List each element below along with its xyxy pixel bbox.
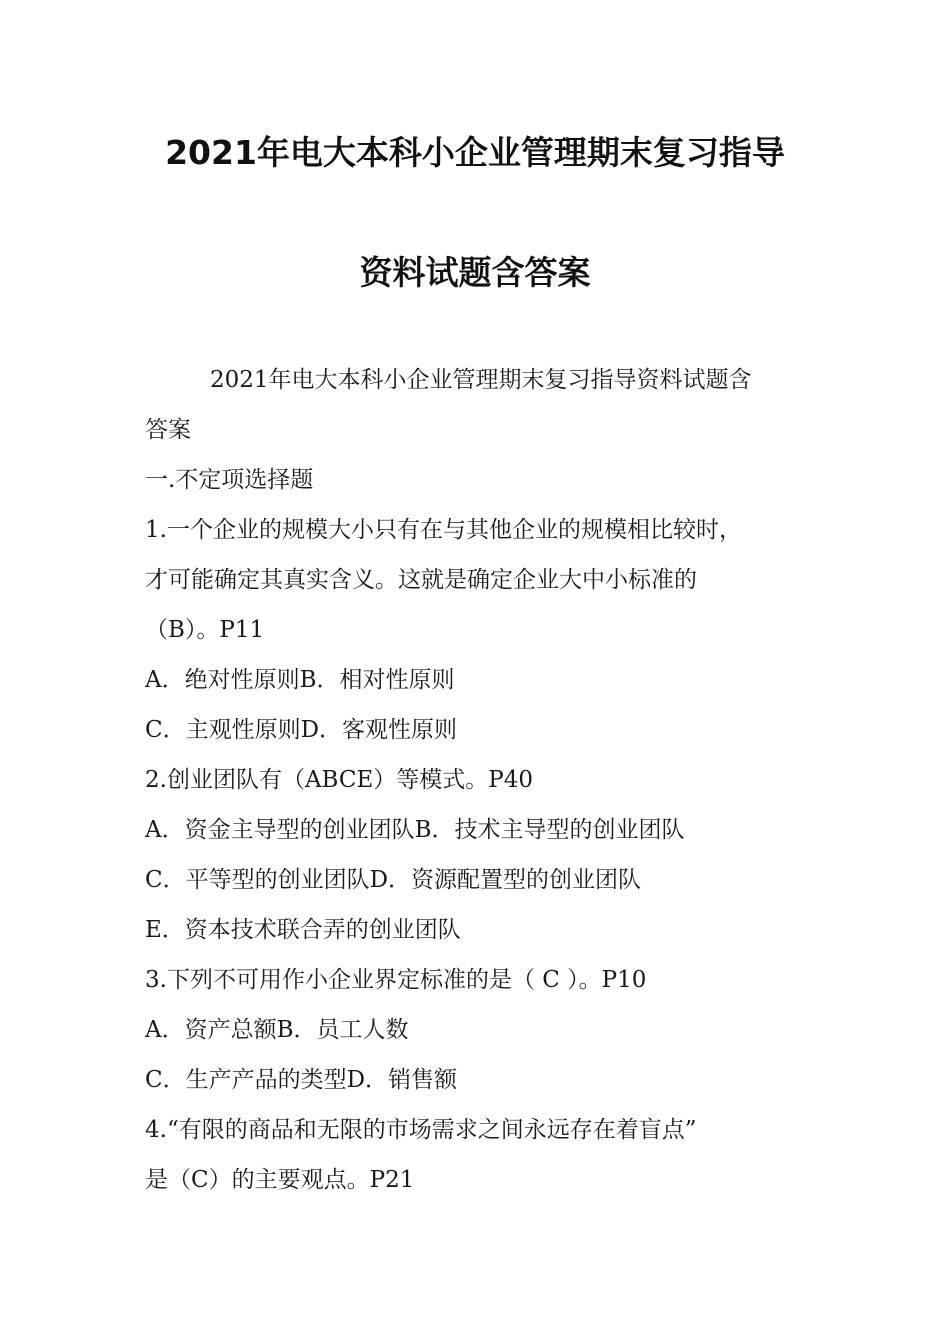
question-1-options-2: C．主观性原则D．客观性原则 — [145, 717, 458, 743]
question-2-line-1: 2.创业团队有（ABCE）等模式。P40 — [145, 767, 534, 793]
question-1-options-1: A．绝对性原则B．相对性原则 — [145, 667, 455, 693]
question-3-line-1: 3.下列不可用作小企业界定标准的是（ C ）。P10 — [145, 967, 647, 993]
document-title-line-1: 2021年电大本科小企业管理期末复习指导 — [165, 133, 785, 172]
question-2-options-3: E．资本技术联合弄的创业团队 — [145, 917, 461, 943]
question-2-options-2: C．平等型的创业团队D．资源配置型的创业团队 — [145, 867, 642, 893]
intro-line-1: 2021年电大本科小企业管理期末复习指导资料试题含 — [210, 367, 752, 393]
question-3-options-2: C．生产产品的类型D．销售额 — [145, 1067, 458, 1093]
question-1-line-3: （B）。P11 — [145, 617, 265, 643]
question-2-options-1: A．资金主导型的创业团队B．技术主导型的创业团队 — [145, 817, 685, 843]
question-1-line-2: 才可能确定其真实含义。这就是确定企业大中小标准的 — [145, 567, 697, 593]
intro-line-2: 答案 — [145, 417, 191, 443]
question-1-line-1: 1.一个企业的规模大小只有在与其他企业的规模相比较时， — [145, 517, 742, 543]
question-4-line-2: 是（C）的主要观点。P21 — [145, 1167, 415, 1193]
document-body — [145, 355, 835, 1205]
question-3-options-1: A．资产总额B．员工人数 — [145, 1017, 409, 1043]
document-title-line-2: 资料试题含答案 — [359, 253, 591, 292]
question-4-line-1: 4.“有限的商品和无限的市场需求之间永远存在着盲点” — [145, 1117, 697, 1143]
section-heading: 一.不定项选择题 — [145, 467, 314, 493]
